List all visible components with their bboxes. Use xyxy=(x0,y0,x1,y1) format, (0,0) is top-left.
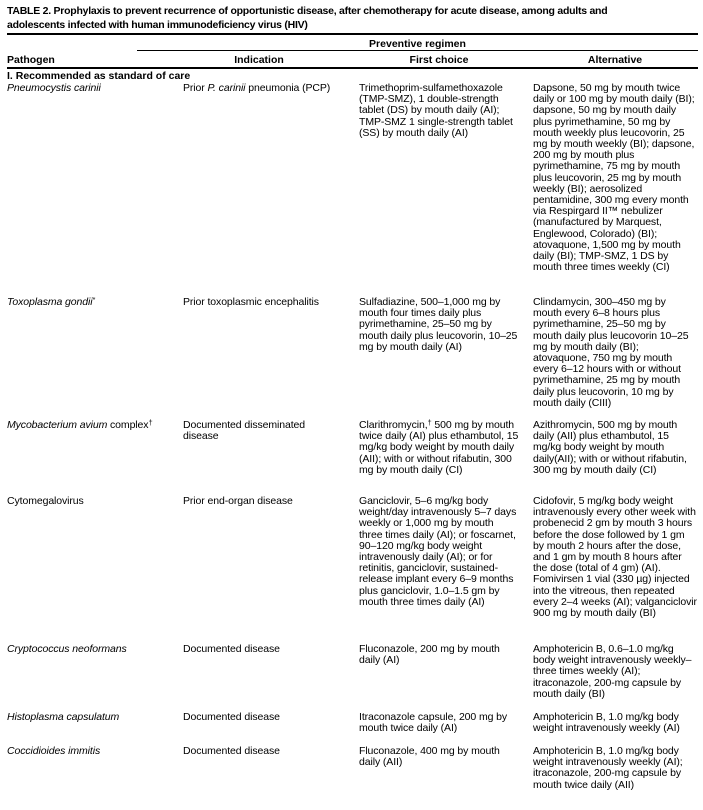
alternative-cell: Dapsone, 50 mg by mouth twice daily or 100 mg by mouth daily (BI); dapsone, 50 mg by mouth daily plus pyrimethamine, 50 mg by mouth weekly plus leucovorin, 25 mg by mouth weekly (BI); dapsone, 200 mg by mouth plus pyrimethamine, 75 mg by mouth plus leucovorin, 25 mg by mouth weekly (BI); aerosolized pentamidine, 300 mg every month via Respirgard II™ nebulizer (manufactured by Marquest, Englewood, Colorado) (BI); atovaquone, 1,500 mg by mouth daily (BI); TMP-SMZ, 1 DS by mouth three times weekly (CI) xyxy=(533,82,695,274)
indication-cell: Prior end-organ disease xyxy=(183,495,293,507)
title-rule xyxy=(7,33,698,35)
pathogen-cell: Cytomegalovirus xyxy=(7,495,84,507)
group-header-rule xyxy=(137,50,698,51)
first-choice-cell: Fluconazole, 200 mg by mouth daily (AI) xyxy=(359,643,500,667)
table-title xyxy=(7,5,701,32)
indication-cell: Prior toxoplasmic encephalitis xyxy=(183,296,319,308)
alternative-cell: Cidofovir, 5 mg/kg body weight intravenously every other week with probenecid 2 gm by mouth 3 hours before the dose followed by 1 gm by mouth 2 hours after the dose, and 1 gm by mouth 8 hours after the dose (total of 4 gm) (AI). Fomivirsen 1 vial (330 µg) injected into the vitreous, then repeated every 2–4 weeks (AI); valganciclovir 900 mg by mouth daily (BI) xyxy=(533,495,697,620)
first-choice-cell: Ganciclovir, 5–6 mg/kg body weight/day intravenously 5–7 days weekly or 1,000 mg by mouth three times daily (AI); or foscarnet, 90–120 mg/kg body weight intravenously daily (AI); or for retinitis, ganciclovir, sustained-release implant every 6–9 months plus ganciclovir, 1.0–1.5 gm by mouth three times daily (AI) xyxy=(359,495,517,608)
column-header-pathogen: Pathogen xyxy=(7,54,55,66)
pathogen-cell: Pneumocystis carinii xyxy=(7,82,101,94)
pathogen-cell: Cryptococcus neoformans xyxy=(7,643,127,655)
preventive-regimen-header: Preventive regimen xyxy=(369,38,466,50)
column-header-first-choice: First choice xyxy=(409,54,469,66)
indication-cell: Documented disease xyxy=(183,711,280,723)
pathogen-cell: Coccidioides immitis xyxy=(7,745,101,757)
section-header: I. Recommended as standard of care xyxy=(7,70,191,82)
alternative-cell: Azithromycin, 500 mg by mouth daily (AII) plus ethambutol, 15 mg/kg body weight by mouth daily(AII); with or without rifabutin, 300 mg by mouth daily (CI) xyxy=(533,419,687,476)
alternative-cell: Amphotericin B, 1.0 mg/kg body weight intravenously weekly (AI) xyxy=(533,711,680,735)
column-header-indication: Indication xyxy=(234,54,284,66)
first-choice-cell: Trimethoprim-sulfamethoxazole (TMP-SMZ), 1 double-strength tablet (DS) by mouth daily (AI); TMP-SMZ 1 single-strength tablet (SS) by mouth daily (AI) xyxy=(359,82,513,139)
alternative-cell: Amphotericin B, 1.0 mg/kg body weight intravenously weekly (AI); itraconazole, 200-mg capsule by mouth twice daily (AII) xyxy=(533,745,683,791)
first-choice-cell: Fluconazole, 400 mg by mouth daily (AII) xyxy=(359,745,500,769)
pathogen-cell: Histoplasma capsulatum xyxy=(7,711,120,723)
header-rule xyxy=(7,67,698,69)
indication-cell: Prior P. carinii pneumonia (PCP) xyxy=(183,82,331,94)
first-choice-cell: Sulfadiazine, 500–1,000 mg by mouth four times daily plus pyrimethamine, 25–50 mg by mouth daily plus leucovorin, 10–25 mg by mouth daily (AI) xyxy=(359,296,518,353)
indication-cell: Documented disease xyxy=(183,745,280,757)
pathogen-cell: Mycobacterium avium complex† xyxy=(7,418,153,431)
alternative-cell: Clindamycin, 300–450 mg by mouth every 6–8 hours plus pyrimethamine, 25–50 mg by mouth daily plus leucovorin 10–25 mg by mouth daily (BI); atovaquone, 750 mg by mouth every 6–12 hours with or without pyrimethamine, 25 mg by mouth daily plus leucovorin, 10 mg by mouth daily (CIII) xyxy=(533,296,689,409)
column-header-alternative: Alternative xyxy=(587,54,643,66)
indication-cell: Documented disseminated disease xyxy=(183,419,306,443)
table-title-line1: TABLE 2. Prophylaxis to prevent recurrence of opportunistic disease, after chemotherapy for acute disease, among adults and xyxy=(7,5,608,17)
pathogen-cell: Toxoplasma gondii* xyxy=(7,295,96,308)
first-choice-cell: Clarithromycin,† 500 mg by mouth twice daily (AI) plus ethambutol, 15 mg/kg body weight by mouth daily (AII); with or without rifabutin, 300 mg by mouth daily (CI) xyxy=(359,418,519,476)
alternative-cell: Amphotericin B, 0.6–1.0 mg/kg body weight intravenously weekly–three times weekly (AI); itraconazole, 200-mg capsule by mouth daily (BI) xyxy=(533,643,692,700)
indication-cell: Documented disease xyxy=(183,643,280,655)
table-title-line2: adolescents infected with human immunodeficiency virus (HIV) xyxy=(7,18,308,31)
first-choice-cell: Itraconazole capsule, 200 mg by mouth twice daily (AI) xyxy=(359,711,508,735)
